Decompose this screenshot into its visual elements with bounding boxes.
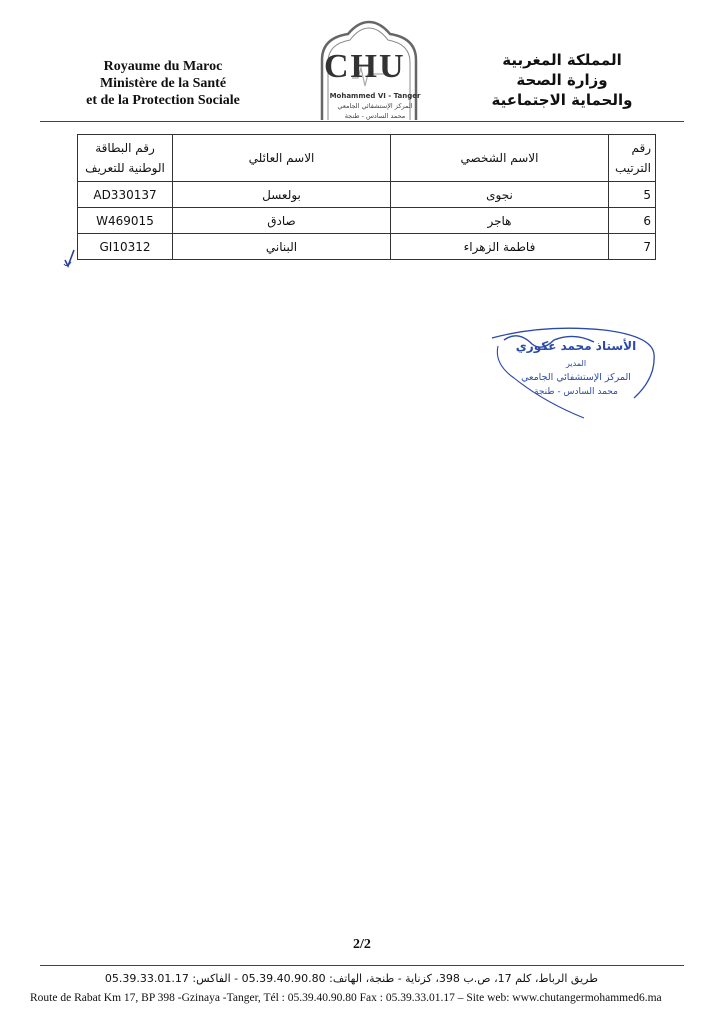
stamp-org: المركز الإستشفائي الجامعي [521, 372, 631, 383]
stamp-city: محمد السادس - طنجة [534, 387, 618, 397]
header-id: رقم البطاقة الوطنية للتعريف [78, 135, 173, 182]
logo-initials: CHU [324, 48, 406, 85]
logo-subtitle: Mohammed VI - Tanger [329, 92, 421, 100]
logo-arabic-line1: المركز الإستشفائي الجامعي [337, 102, 413, 110]
cell-last-name: البناني [173, 234, 391, 260]
cell-last-name: صادق [173, 208, 391, 234]
cell-first-name: هاجر [391, 208, 609, 234]
footer-divider [40, 965, 684, 966]
footer-address-french: Route de Rabat Km 17, BP 398 -Gzinaya -Tanger, Tél : 05.39.40.90.80 Fax : 05.39.33.01.17 – Site web: www.chutangermohammed6.ma [30, 992, 662, 1004]
header-right-arabic [462, 50, 662, 110]
cell-num: 5 [609, 182, 656, 208]
table-row [78, 182, 656, 208]
cell-num: 7 [609, 234, 656, 260]
table-row [78, 208, 656, 234]
header-left-french [48, 58, 278, 109]
table-row [78, 234, 656, 260]
logo-arabic-line2: محمد السادس - طنجة [344, 112, 406, 120]
header-num: رقم الترتيب [609, 135, 656, 182]
header-first-name: الاسم الشخصي [391, 135, 609, 182]
table-header-row [78, 135, 656, 182]
cell-first-name: نجوى [391, 182, 609, 208]
chu-logo [308, 20, 430, 122]
header-divider [40, 121, 684, 122]
cell-last-name: بولعسل [173, 182, 391, 208]
cell-id: AD330137 [78, 182, 173, 208]
ministry-sub-label-ar: والحماية الاجتماعية [491, 91, 633, 109]
ministry-sub-label-fr: et de la Protection Sociale [86, 93, 240, 108]
kingdom-label-ar: المملكة المغربية [502, 51, 622, 69]
kingdom-label-fr: Royaume du Maroc [103, 59, 223, 74]
cell-id: W469015 [78, 208, 173, 234]
handwritten-tick-mark [62, 246, 78, 270]
director-stamp-signature [484, 318, 664, 428]
page-number: 2/2 [353, 937, 371, 952]
ministry-label-ar: وزارة الصحة [516, 71, 608, 89]
ministry-label-fr: Ministère de la Santé [99, 76, 227, 91]
cell-id: GI10312 [78, 234, 173, 260]
header-last-name: الاسم العائلي [173, 135, 391, 182]
stamp-name: الأستاذ محمد عكوري [515, 339, 637, 353]
stamp-title: المدير [565, 359, 587, 368]
cell-num: 6 [609, 208, 656, 234]
roster-table [77, 134, 656, 260]
cell-first-name: فاطمة الزهراء [391, 234, 609, 260]
footer-address-arabic: طريق الرباط، كلم 17، ص.ب 398، كزناية - طنجة، الهاتف: 05.39.40.90.80 - الفاكس: 05.39.33.01.17 [104, 972, 598, 985]
